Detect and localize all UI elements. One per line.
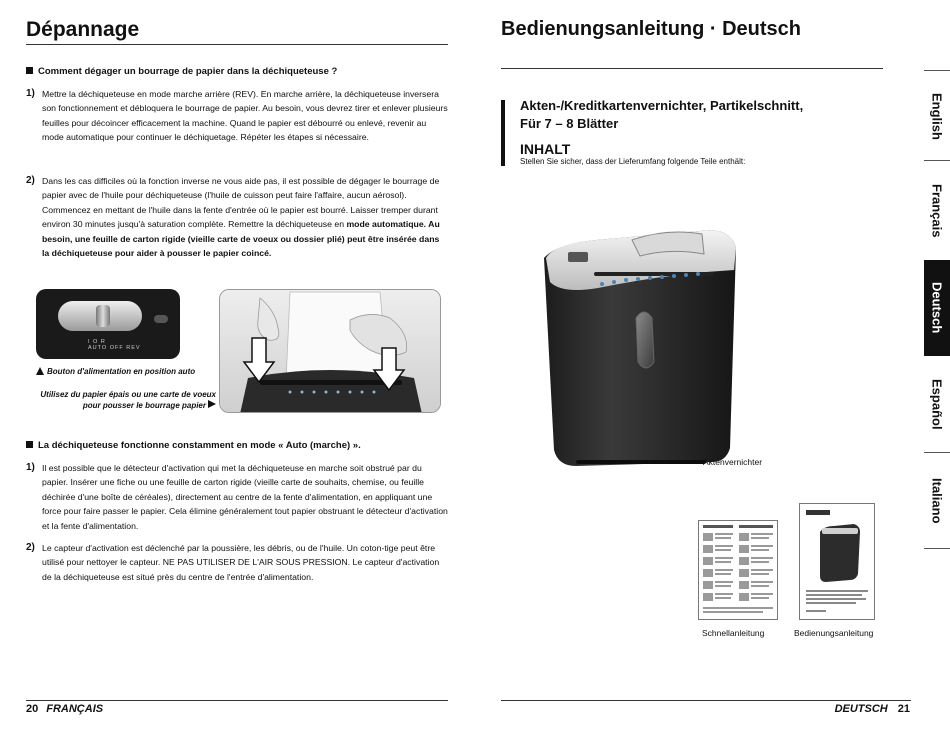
manual-illustration [800,504,874,619]
tab-divider [924,548,950,549]
page-title: Bedienungsanleitung · Deutsch [501,18,802,40]
shredder-illustration [536,222,744,468]
page-footer [835,703,910,715]
tab-english[interactable] [924,74,950,158]
contents-heading: INHALT [520,141,571,157]
product-subtitle [520,97,803,133]
triangle-right-icon [208,400,216,408]
switch-symbols: I O R [88,339,106,345]
item-text-regular: Dans les cas difficiles où la fonction inverse ne vous aide pas, il est possible de dégager le bourrage de papier avec de l'huile pour déchiqueteuse (l'huile de cuisson peut faire l'affaire, aucun aérosol). Commencez en mettant de l'huile dans la fente d'entrée où le papier est bourré. Laisser tremper durant environ 30 minutes jusqu'à saturation complète. Remettre la déchiqueteuse en [42,176,440,230]
tab-label: Italiano [929,478,945,524]
tab-deutsch[interactable] [924,260,950,356]
section-heading-text: Comment dégager un bourrage de papier dans la déchiqueteuse ? [38,66,338,77]
title-rule [26,44,448,45]
footer-rule [26,700,448,701]
tab-label: Français [929,184,945,238]
shredder-caption: Aktenvernichter [703,457,763,467]
footer-language: FRANÇAIS [46,703,104,715]
paper-insertion-photo [219,289,441,413]
switch-mode-labels: AUTO OFF REV [88,345,141,351]
accent-bar [501,100,505,166]
tab-italiano[interactable] [924,456,950,546]
footer-language: DEUTSCH [834,703,888,715]
tab-label: English [929,92,945,140]
footer-rule [501,700,911,701]
item-number: 2) [26,175,35,186]
page-footer [26,703,103,715]
switch-labels [88,339,141,351]
item-number: 2) [26,542,35,553]
tab-label: Deutsch [929,282,945,334]
quick-guide-thumbnail [698,520,778,620]
section-heading [26,66,337,77]
manual-thumbnail [799,503,875,620]
figure-caption-text: Utilisez du papier épais ou une carte de voeux pour pousser le bourrage papier [40,390,216,410]
tab-divider [924,160,950,161]
bullet-square-icon [26,67,33,74]
product-subtitle-line: Akten-/Kreditkartenvernichter, Partikelschnitt, [520,98,804,113]
figure-caption [36,390,216,411]
tab-espanol[interactable] [924,358,950,450]
item-text-bold: mode automatique. Au besoin, une feuille de carton rigide (vieille carte de voeux ou dossier plié) peut être insérée dans la déchiqueteuse pour aider à pousser le papier coincé. [42,219,440,259]
bullet-square-icon [26,441,33,448]
power-switch-photo [36,289,180,359]
page-number: 21 [897,703,910,715]
item-number: 1) [26,88,35,99]
figure-caption-text: Bouton d'alimentation en position auto [47,367,196,376]
page-number: 20 [26,703,39,715]
item-number: 1) [26,462,35,473]
figure-caption [36,367,195,376]
item-text [42,174,448,260]
section-heading-text: La déchiqueteuse fonctionne constamment en mode « Auto (marche) ». [38,440,361,451]
product-subtitle-line: Für 7 – 8 Blätter [520,116,619,131]
section-heading [26,440,361,451]
switch-body [58,301,142,331]
paper-insertion-illustration [220,290,441,413]
tab-francais[interactable] [924,164,950,258]
contents-intro: Stellen Sie sicher, dass der Lieferumfang folgende Teile enthält: [520,157,746,166]
manual-caption: Bedienungsanleitung [794,628,874,638]
item-text: Mettre la déchiqueteuse en mode marche arrière (REV). En marche arrière, la déchiqueteuse inversera son fonctionnement et débloquera le bourrage de papier. Au besoin, vous devrez tirer et enlever plusieurs feuilles pour décoincer efficacement la machine. Quand le papier est débourré ou enlevé, revenir au mode automatique pour continuer le déchiquetage. Répéter les étapes si nécessaire. [42,89,448,143]
title-rule [501,68,883,69]
quick-guide-illustration [699,521,777,619]
page-title: Dépannage [26,18,140,41]
tab-label: Español [929,378,945,430]
tab-divider [924,70,950,71]
shredder-photo [536,222,744,468]
tab-divider [924,452,950,453]
triangle-up-icon [36,367,44,375]
item-text: Il est possible que le détecteur d'activation qui met la déchiqueteuse en marche soit obstrué par du papier. Insérer une fiche ou une feuille de carton rigide (vieille carte de souhaits, chemise, ou feuille déchirée d'une boîte de céréales), directement au centre de la fente d'alimentation, en appliquant une force pour faire passer le papier. Cela élimine généralement tout papier obstruant le détecteur d'activation et la fente d'alimentation. [42,463,448,531]
item-text: Le capteur d'activation est déclenché par la poussière, les débris, ou de l'huile. Un coton-tige peut être utilisé pour nettoyer le capteur. NE PAS UTILISER DE L'AIR SOUS PRESSION. Le capteur d'activation de la déchiqueteuse est situé près du centre de l'entrée d'alimentation. [42,543,440,582]
switch-knob [96,305,110,327]
indicator-led [154,315,168,323]
quick-guide-caption: Schnellanleitung [702,628,765,638]
